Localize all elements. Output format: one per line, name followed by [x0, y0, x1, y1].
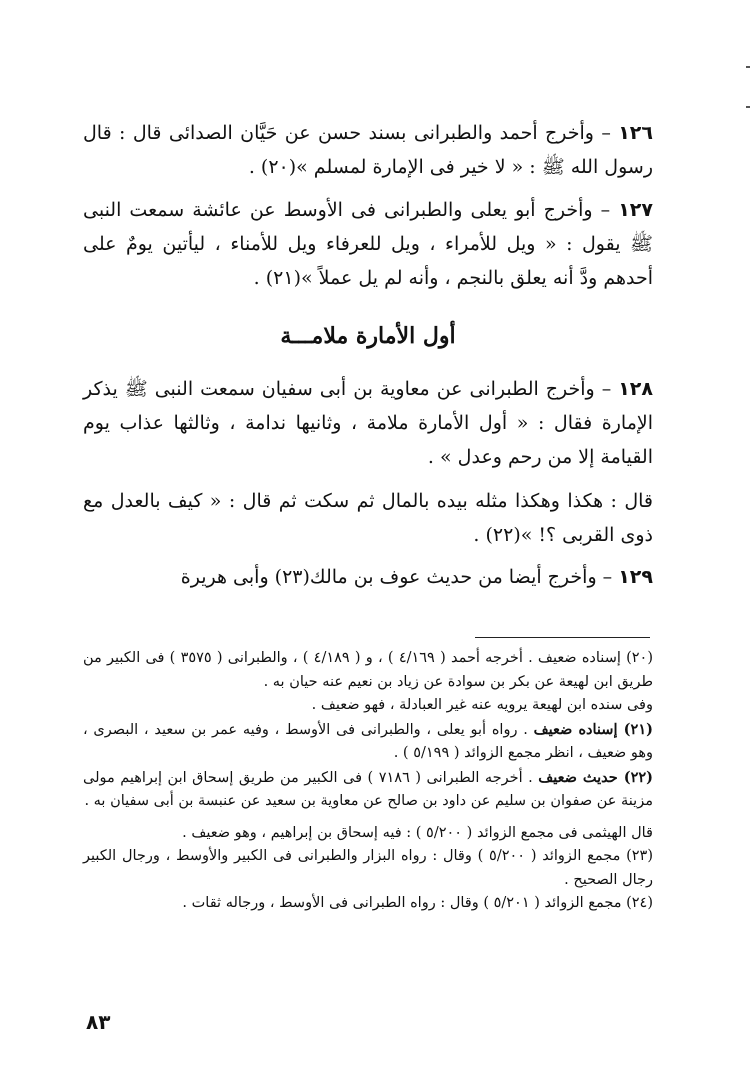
footnote-22-text: . أخرجه الطبرانى ( ٧١٨٦ ) فى الكبير من طريق إسحاق ابن إبراهيم مولى مزينة عن صفوان بن سليم عن داود بن صالح عن معاوية بن سعيد عن عنبسة بن أبى سفيان به .	[83, 769, 653, 809]
hadith-text-127: – وأخرج أبو يعلى والطبرانى فى الأوسط عن عائشة سمعت النبى ﷺ يقول : « ويل للأمراء ، ويل للعرفاء ويل للأمناء ، ليأتين يومٌ على أحدهم ودَّ أنه يعلق بالنجم ، وأنه لم يل عملاً »(٢١) .	[83, 199, 653, 289]
paragraph-126	[83, 116, 653, 184]
hadith-number-129: ١٢٩	[618, 566, 653, 588]
hadith-text-129: – وأخرج أيضا من حديث عوف بن مالك(٢٣) وأبى هريرة	[180, 566, 619, 588]
scan-edge-mark	[746, 66, 750, 68]
hadith-number-127: ١٢٧	[618, 199, 653, 221]
paragraph-129	[83, 560, 653, 594]
footnote-22-label: (٢٢) حديث ضعيف	[538, 768, 654, 786]
footnote-21-text: . رواه أبو يعلى ، والطبرانى فى الأوسط ، وفيه عمر بن سعيد ، البصرى ، وهو ضعيف ، انظر مجمع الزوائد ( ٥/١٩٩ ) .	[83, 721, 653, 761]
paragraph-128	[83, 372, 653, 474]
footnotes	[83, 647, 653, 916]
scan-edge-mark	[746, 106, 750, 108]
footnote-20-continued: وفى سنده ابن لهيعة يرويه عنه غير العبادلة ، فهو ضعيف .	[311, 697, 653, 713]
hadith-number-128: ١٢٨	[618, 378, 653, 400]
footnote-20: (٢٠) إسناده ضعيف . أخرجه أحمد ( ٤/١٦٩ ) ، و ( ٤/١٨٩ ) ، والطبرانى ( ٣٥٧٥ ) فى الكبير من طريق ابن لهيعة عن بكر بن سوادة عن زياد بن نعيم عنه حيان به .	[83, 650, 653, 690]
footnote-21	[83, 718, 653, 766]
footnote-24: (٢٤) مجمع الزوائد ( ٥/٢٠١ ) وقال : رواه الطبرانى فى الأوسط ، ورجاله ثقات .	[182, 895, 653, 911]
paragraph-128-continued	[83, 484, 653, 552]
hadith-number-126: ١٢٦	[618, 122, 653, 144]
footnote-21-label: (٢١) إسناده ضعيف	[533, 720, 653, 738]
paragraph-127	[83, 193, 653, 295]
footnote-22	[83, 766, 653, 814]
footnote-divider	[475, 637, 650, 638]
hadith-text-128b: قال : هكذا وهكذا مثله بيده بالمال ثم سكت ثم قال : « كيف بالعدل مع ذوى القربى ؟! »(٢٢) .	[83, 490, 653, 546]
footnote-23: (٢٣) مجمع الزوائد ( ٥/٢٠٠ ) وقال : رواه البزار والطبرانى فى الكبير والأوسط ، ورجال الكبير رجال الصحيح .	[83, 848, 653, 888]
hadith-text-128: – وأخرج الطبرانى عن معاوية بن أبى سفيان سمعت النبى ﷺ يذكر الإمارة فقال : « أول الأمارة ملامة ، وثانيها ندامة ، وثالثها عذاب يوم القيامة إلا من رحم وعدل » .	[83, 378, 653, 468]
section-heading: أول الأمارة ملامـــة	[280, 323, 456, 349]
footnote-22-continued: قال الهيثمى فى مجمع الزوائد ( ٥/٢٠٠ ) : فيه إسحاق بن إبراهيم ، وهو ضعيف .	[182, 824, 653, 841]
page-number: ٨٣	[86, 1010, 111, 1034]
hadith-text-126: – وأخرج أحمد والطبرانى بسند حسن عن حَيَّان الصدائى قال : قال رسول الله ﷺ : « لا خير فى الإمارة لمسلم »(٢٠) .	[83, 122, 653, 178]
footnote-spacer	[83, 814, 653, 822]
